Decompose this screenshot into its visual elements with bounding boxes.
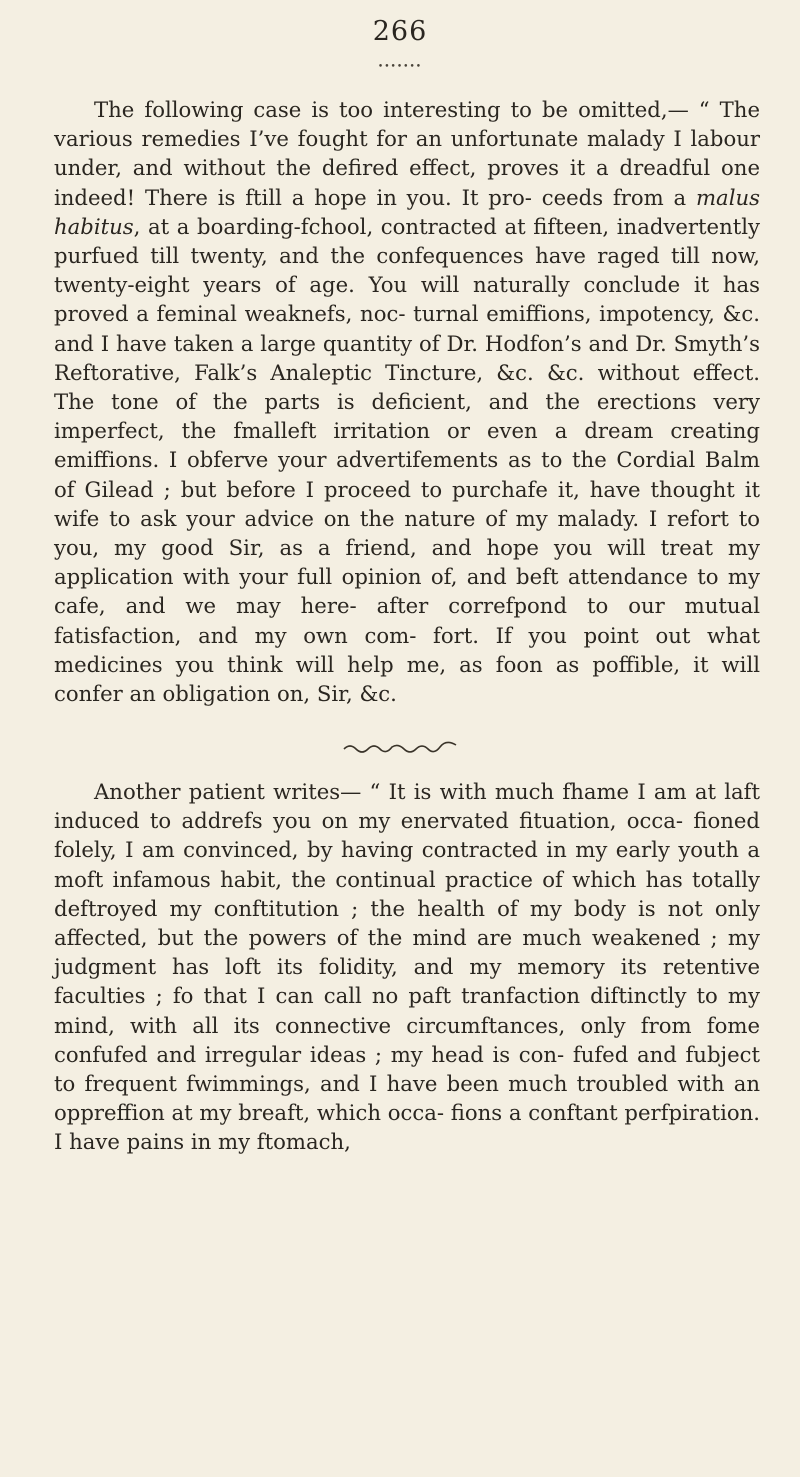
section-divider <box>0 740 800 759</box>
letter-one-paragraph <box>54 95 760 708</box>
letter-one-intro: The following case is too interesting to be omitted,— “ The various remedies I’ve fought for an unfortunate malady I labour under, and without the defired effect, proves it a dreadful one indeed! There is ftill a hope in you. It pro- ceeds from a <box>54 97 760 210</box>
letter-two-paragraph: Another patient writes— “ It is with much fhame I am at laft induced to addrefs you on my enervated fituation, occa- fioned folely, I am convinced, by having contracted in my early youth a moft infamous habit, the continual practice of which has totally deftroyed my conftitution ; the health of my body is not only affected, but the powers of the mind are much weakened ; my judgment has loft its folidity, and my memory its retentive faculties ; fo that I can call no paft tranfaction diftinctly to my mind, with all its connective circumftances, only from fome confufed and irregular ideas ; my head is con- fufed and fubject to frequent fwimmings, and I have been much troubled with an oppreffion at my breaft, which occa- fions a conftant perfpiration. I have pains in my ftomach, <box>54 779 760 1155</box>
letter-one-body: , at a boarding-fchool, contracted at fifteen, inadvertently purfued till twenty, and the confequences have raged till now, twenty-eight years of age. You will naturally conclude it has proved a feminal weaknefs, noc- turnal emiffions, impotency, &c. and I have taken a large quantity of Dr. Hodfon’s and Dr. Smyth’s Reftorative, Falk’s Analeptic Tincture, &c. &c. without effect. The tone of the parts is deficient, and the erections very imperfect, the fmalleft irritation or even a dream creating emiffions. I obferve your advertifements as to the Cordial Balm of Gilead ; but before I proceed to purchafe it, have thought it wife to ask your advice on the nature of my malady. I refort to you, my good Sir, as a friend, and hope you will treat my application with your full opinion of, and beft attendance to my cafe, and we may here- after correfpond to our mutual fatisfaction, and my own com- fort. If you point out what medicines you think will help me, as foon as poffible, it will confer an obligation on, Sir, &c. <box>54 213 760 707</box>
header-ornament: ••••••• <box>377 62 423 72</box>
letter-one-latin-term: malus habitus <box>54 184 760 239</box>
page-number: 266 <box>372 16 428 47</box>
wavy-divider-icon <box>340 741 460 755</box>
